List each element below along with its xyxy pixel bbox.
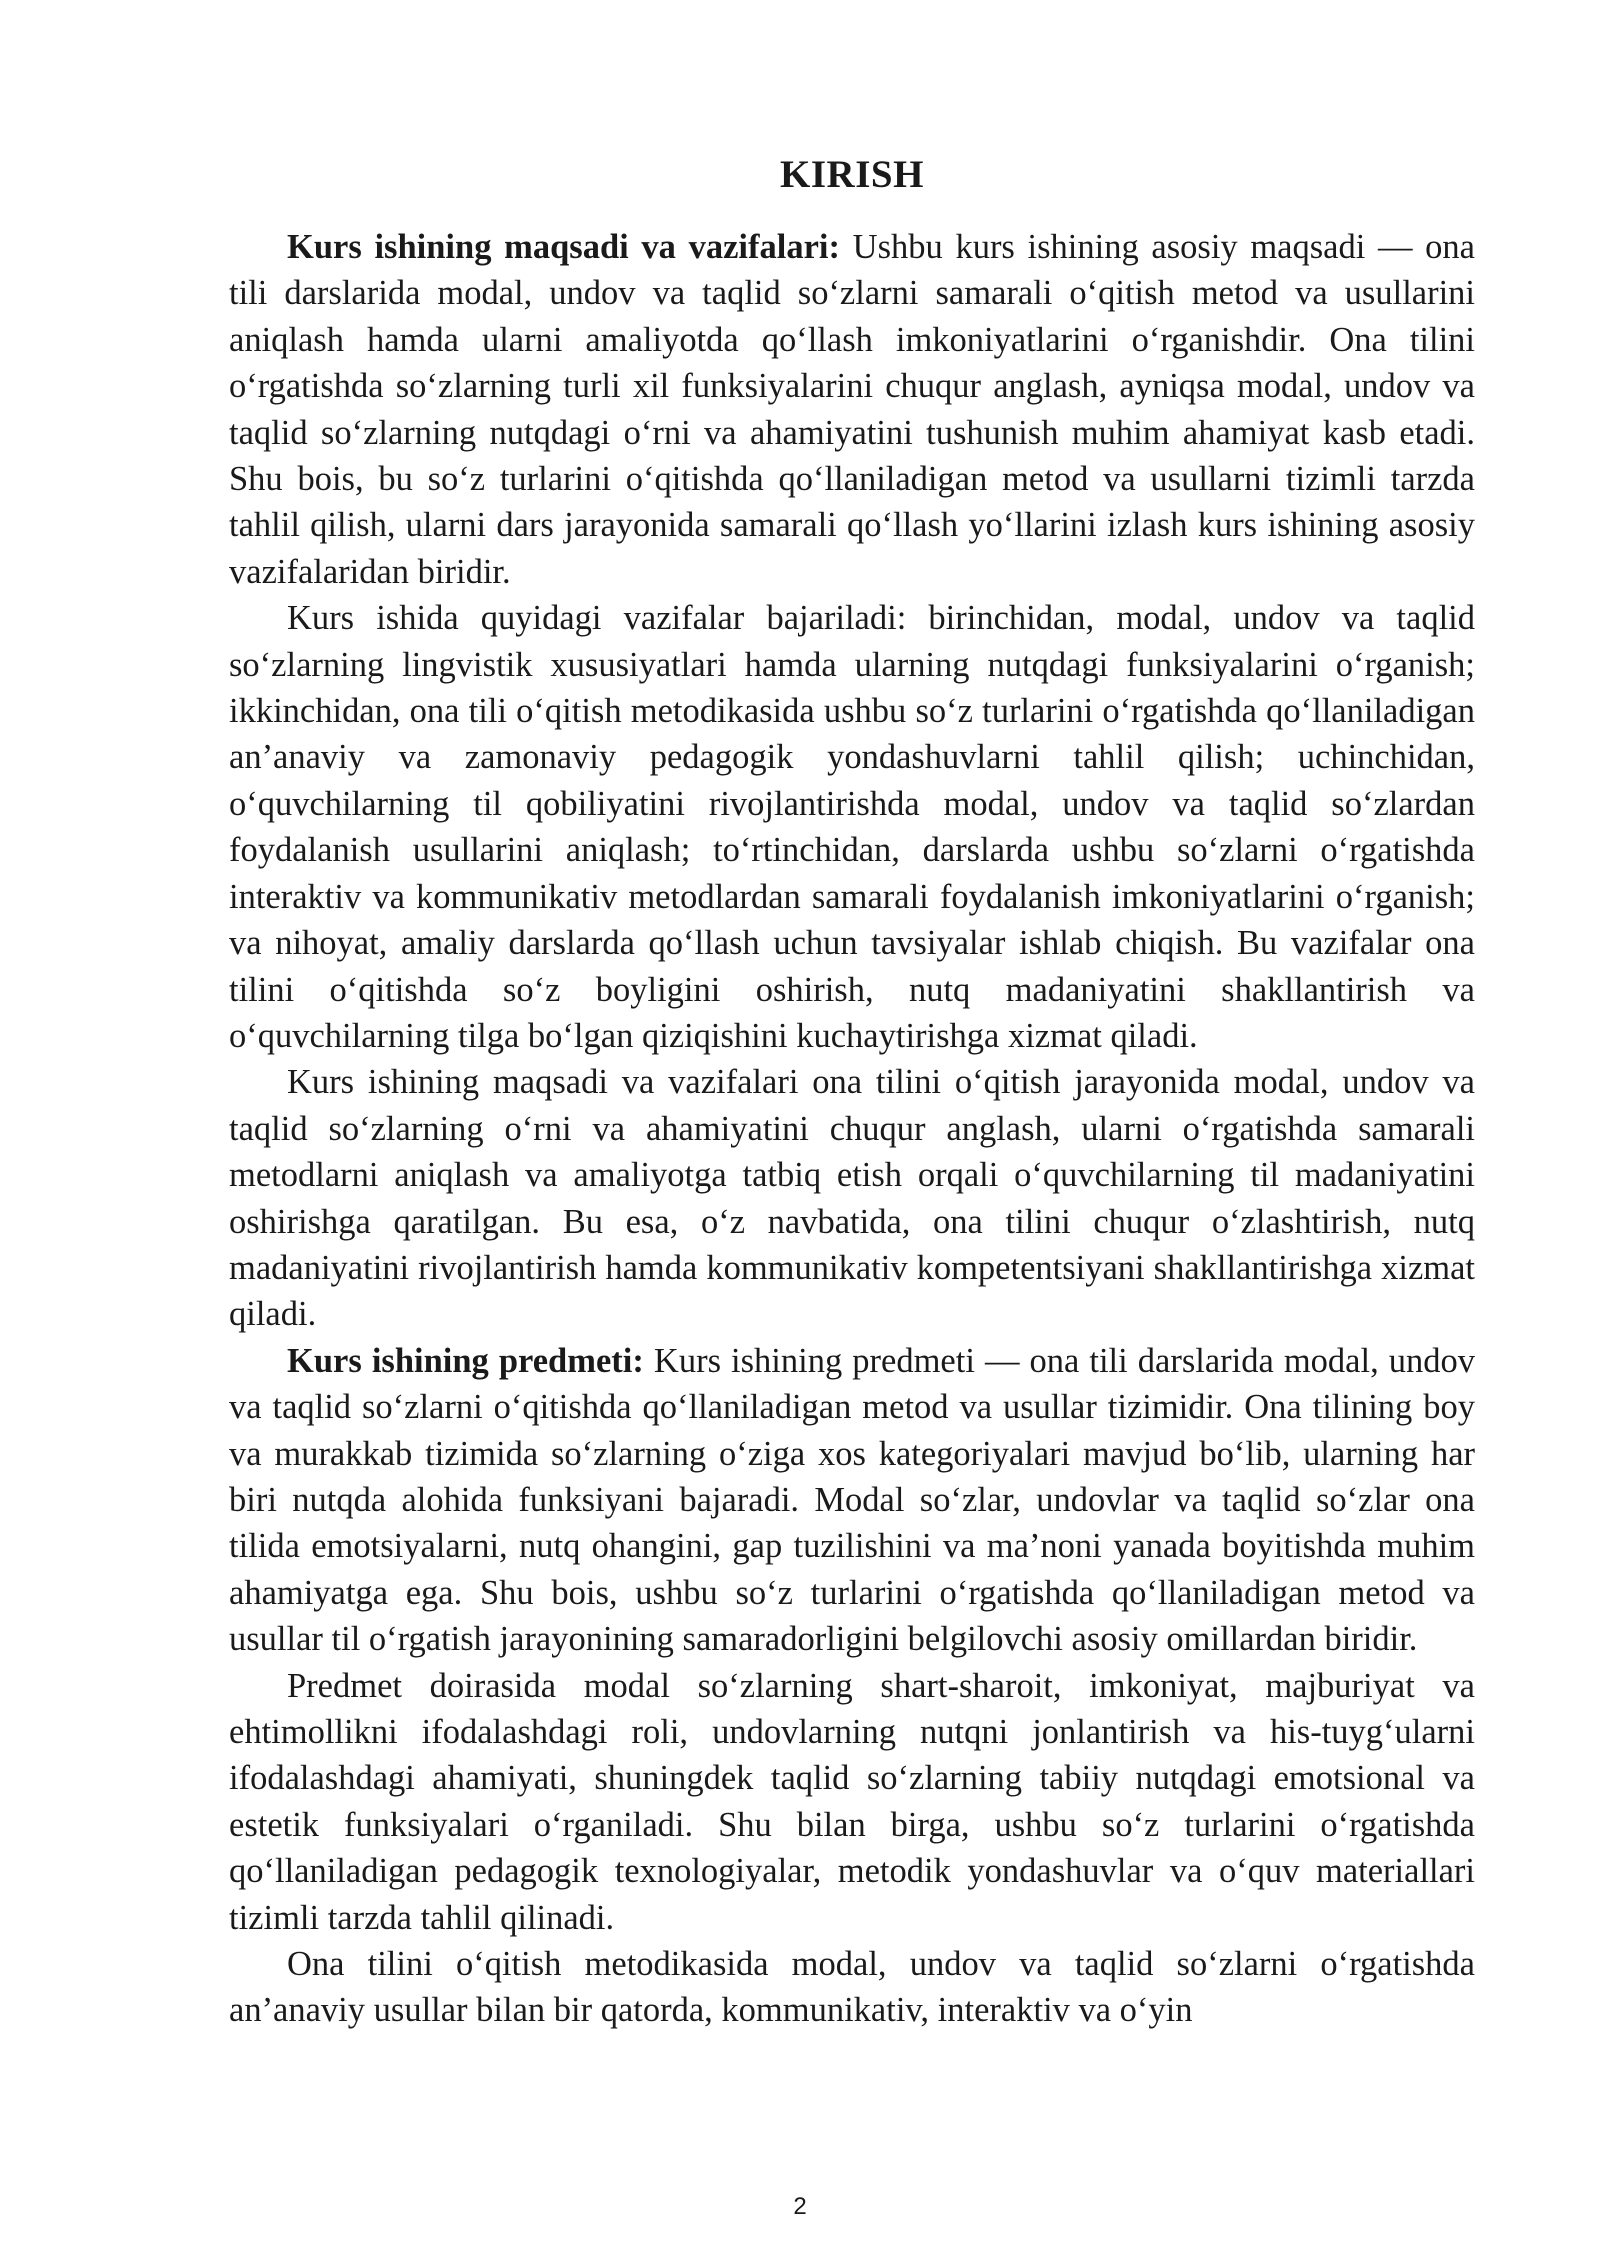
document-page [229, 150, 1475, 2034]
paragraph-text: Ushbu kurs ishining asosiy maqsadi — ona tili darslarida modal, undov va taqlid so‘zlarni samarali o‘qitish metod va usullarini aniqlash hamda ularni amaliyotda qo‘llash imkoniyatlarini o‘rganishdir. Ona tilini o‘rgatishda so‘zlarning turli xil funksiyalarini chuqur anglash, ayniqsa modal, undov va taqlid so‘zlarning nutqdagi o‘rni va ahamiyatini tushunish muhim ahamiyat kasb etadi. Shu bois, bu so‘z turlarini o‘qitishda qo‘llaniladigan metod va usullarni tizimli tarzda tahlil qilish, ularni dars jarayonida samarali qo‘llash yo‘llarini izlash kurs ishining asosiy vazifalaridan biridir. [229, 228, 1475, 591]
paragraph-purpose [229, 224, 1475, 595]
paragraph-text: Kurs ishida quyidagi vazifalar bajariladi: birinchidan, modal, undov va taqlid so‘zlarning lingvistik xususiyatlari hamda ularning nutqdagi funksiyalarini o‘rganish; ikkinchidan, ona tili o‘qitish metodikasida ushbu so‘z turlarini o‘rgatishda qo‘llaniladigan an’anaviy va zamonaviy pedagogik yondashuvlarni tahlil qilish; uchinchidan, o‘quvchilarning til qobiliyatini rivojlantirishda modal, undov va taqlid so‘zlardan foydalanish usullarini aniqlash; to‘rtinchidan, darslarda ushbu so‘zlarni o‘rgatishda interaktiv va kommunikativ metodlardan samarali foydalanish imkoniyatlarini o‘rganish; va nihoyat, amaliy darslarda qo‘llash uchun tavsiyalar ishlab chiqish. Bu vazifalar ona tilini o‘qitishda so‘z boyligini oshirish, nutq madaniyatini shakllantirish va o‘quvchilarning tilga bo‘lgan qiziqishini kuchaytirishga xizmat qiladi. [229, 599, 1475, 1055]
paragraph-text: Ona tilini o‘qitish metodikasida modal, undov va taqlid so‘zlarni o‘rgatishda an’anaviy usullar bilan bir qatorda, kommunikativ, interaktiv va o‘yin [229, 1945, 1475, 2030]
paragraph-subject-scope [229, 1663, 1475, 1941]
page-number: 2 [793, 2193, 807, 2220]
paragraph-tasks [229, 595, 1475, 1059]
paragraph-methodology [229, 1941, 1475, 2034]
paragraph-goals-summary [229, 1059, 1475, 1337]
paragraph-text: Predmet doirasida modal so‘zlarning shart-sharoit, imkoniyat, majburiyat va ehtimollikni ifodalashdagi roli, undovlarning nutqni jonlantirish va his-tuyg‘ularni ifodalashdagi ahamiyati, shuningdek taqlid so‘zlarning tabiiy nutqdagi emotsional va estetik funksiyalari o‘rganiladi. Shu bilan birga, ushbu so‘z turlarini o‘rgatishda qo‘llaniladigan pedagogik texnologiyalar, metodik yondashuvlar va o‘quv materiallari tizimli tarzda tahlil qilinadi. [229, 1666, 1475, 1937]
paragraph-text: Kurs ishining maqsadi va vazifalari ona tilini o‘qitish jarayonida modal, undov va taqlid so‘zlarning o‘rni va ahamiyatini chuqur anglash, ularni o‘rgatishda samarali metodlarni aniqlash va amaliyotga tatbiq etish orqali o‘quvchilarning til madaniyatini oshirishga qaratilgan. Bu esa, o‘z navbatida, ona tilini chuqur o‘zlashtirish, nutq madaniyatini rivojlantirish hamda kommunikativ kompetentsiyani shakllantirishga xizmat qiladi. [229, 1063, 1475, 1334]
paragraph-text: Kurs ishining predmeti — ona tili darslarida modal, undov va taqlid so‘zlarni o‘qitishda qo‘llaniladigan metod va usullar tizimidir. Ona tilining boy va murakkab tizimida so‘zlarning o‘ziga xos kategoriyalari mavjud bo‘lib, ularning har biri nutqda alohida funksiyani bajaradi. Modal so‘zlar, undovlar va taqlid so‘zlar ona tilida emotsiyalarni, nutq ohangini, gap tuzilishini va ma’noni yanada boyitishda muhim ahamiyatga ega. Shu bois, ushbu so‘z turlarini o‘rgatishda qo‘llaniladigan metod va usullar til o‘rgatish jarayonining samaradorligini belgilovchi asosiy omillardan biridir. [229, 1341, 1476, 1659]
paragraph-lead: Kurs ishining predmeti: [287, 1341, 644, 1380]
paragraph-subject [229, 1338, 1475, 1663]
page-title: KIRISH [780, 153, 924, 196]
paragraph-lead: Kurs ishining maqsadi va vazifalari: [287, 228, 840, 266]
